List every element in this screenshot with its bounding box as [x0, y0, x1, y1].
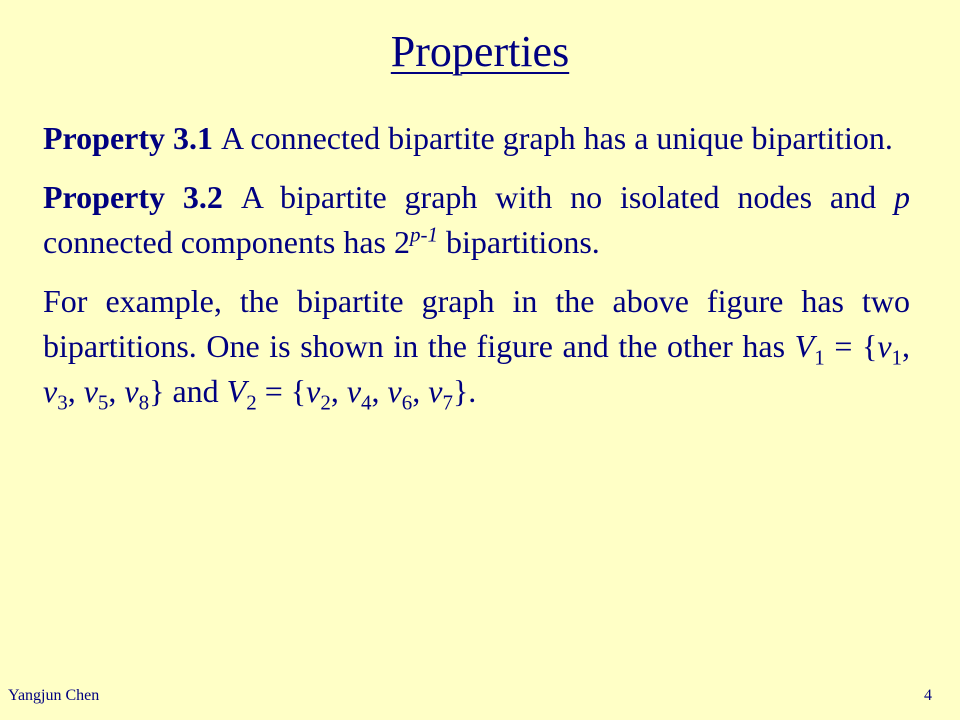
- set-v2-separator: ,: [330, 373, 347, 409]
- set-v1-separator: ,: [108, 373, 125, 409]
- set-v1-element-subscript: 5: [97, 390, 109, 415]
- set-v2-equals: = {: [256, 373, 307, 409]
- set-v2-element-subscript: 7: [442, 390, 453, 415]
- property-3-2-label: Property 3.2: [43, 179, 223, 215]
- set-v1-element-subscript: 1: [891, 345, 903, 370]
- set-v1-element: v: [124, 373, 139, 409]
- set-v2-element-subscript: 2: [320, 390, 331, 415]
- set-v2-element: v: [387, 373, 402, 409]
- set-v1-element-subscript: 8: [138, 390, 150, 415]
- footer-author: Yangjun Chen: [8, 687, 100, 704]
- set-v2-separator: }.: [452, 373, 477, 409]
- set-v2-element-subscript: 6: [401, 390, 413, 415]
- set-v1-name: V: [794, 328, 815, 364]
- property-3-2-paragraph: [43, 175, 910, 265]
- variable-p: p: [894, 179, 911, 215]
- set-v1-element: v: [43, 373, 58, 409]
- and-word: and: [172, 373, 219, 409]
- set-v1-element: v: [83, 373, 98, 409]
- slide-body: [43, 116, 910, 428]
- property-3-2-text-middle: connected components has 2: [43, 224, 410, 260]
- set-v2-separator: ,: [371, 373, 388, 409]
- set-v1-separator: }: [149, 373, 173, 409]
- set-v1-element-subscript: 3: [57, 390, 68, 415]
- set-v2-element: v: [346, 373, 362, 409]
- property-3-1-text: A connected bipartite graph has a unique bipartition.: [221, 120, 893, 156]
- page-number: 4: [924, 687, 932, 704]
- set-v2-element: v: [306, 373, 321, 409]
- property-3-2-text-end: bipartitions.: [446, 224, 600, 260]
- set-v2-name: V: [226, 373, 247, 409]
- set-v2-element-subscript: 4: [361, 390, 372, 415]
- set-v1-subscript: 1: [814, 345, 825, 370]
- property-3-2-text-start: A bipartite graph with no isolated nodes and: [240, 179, 877, 215]
- example-intro: For example, the bipartite graph in the above figure has two bipartitions. One is shown in the figure and the other has: [43, 283, 910, 364]
- property-3-1-label: Property 3.1: [43, 120, 214, 156]
- set-v1-separator: ,: [902, 328, 911, 364]
- exponent-p-minus-1: p-1: [410, 222, 438, 247]
- example-paragraph: [43, 279, 910, 414]
- set-v1-equals: = {: [824, 328, 878, 364]
- slide-title: Properties: [390, 27, 570, 76]
- set-v2-element: v: [428, 373, 443, 409]
- set-v2-subscript: 2: [246, 390, 257, 415]
- property-3-1-paragraph: [43, 116, 910, 161]
- set-v2-separator: ,: [412, 373, 429, 409]
- set-v1-element: v: [877, 328, 892, 364]
- set-v1-separator: ,: [67, 373, 84, 409]
